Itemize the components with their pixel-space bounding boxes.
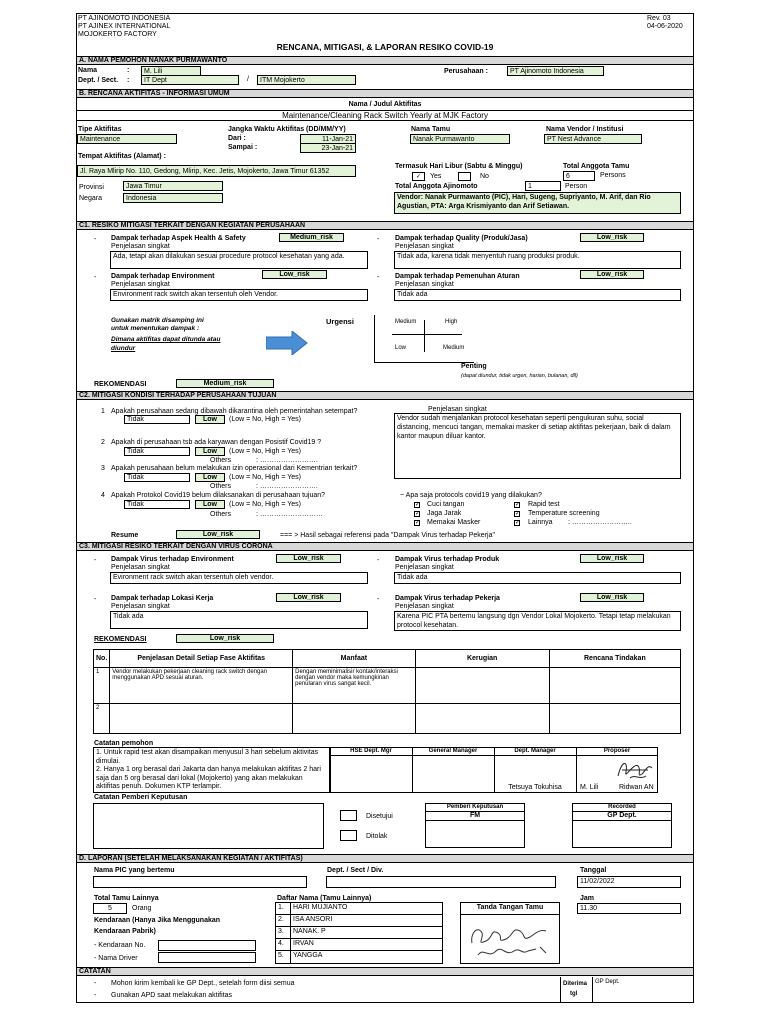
- disetujui-label: Disetujui: [366, 813, 393, 820]
- matrix-note: untuk menentukan dampak :: [111, 325, 200, 332]
- q-level-badge: Low: [195, 447, 225, 456]
- jam-field[interactable]: 11.30: [577, 903, 681, 914]
- hse-label: HSE Dept. Mgr: [350, 748, 392, 754]
- section-c3-heading: C3. MITIGASI RESIKO TERKAIT DENGAN VIRUS CORONA: [77, 542, 693, 551]
- urgensi-label: Urgensi: [326, 317, 354, 326]
- total-tamu-lainnya-label: Total Tamu Lainnya: [94, 895, 159, 902]
- q-level-badge: Low: [195, 500, 225, 509]
- factory-name: MOJOKERTO FACTORY: [78, 31, 157, 38]
- c3-rekomendasi-label: REKOMENDASI: [94, 636, 147, 643]
- total-ajinomoto-label: Total Anggota Ajinomoto: [395, 183, 478, 190]
- c3-bullet-1: -: [94, 557, 97, 564]
- c1-rekomendasi-badge: Medium_risk: [176, 379, 274, 388]
- dari-field[interactable]: 11-Jan-21: [300, 134, 356, 144]
- penjelasan-label: Penjelasan singkat: [111, 281, 170, 288]
- q-level-badge: Low: [195, 415, 225, 424]
- q-others-dots: : ………………………: [256, 511, 323, 518]
- protocol-checkbox-rapid[interactable]: ✓: [515, 502, 521, 508]
- protocol-label: Rapid test: [528, 501, 560, 508]
- q-legend: (Low = No, High = Yes): [229, 448, 301, 455]
- name-no: 1.: [278, 904, 284, 911]
- matrix-divider-horizontal: [392, 334, 462, 335]
- kendaraan-label: Kendaraan Pabrik): [94, 928, 156, 935]
- penjelasan-label: Penjelasan singkat: [395, 243, 454, 250]
- sampai-field[interactable]: 23-Jan-21: [300, 143, 356, 153]
- c3-bullet-3: -: [94, 596, 97, 603]
- nama-driver-field[interactable]: [158, 952, 256, 963]
- c3-item-title: Dampak Virus terhadap Produk: [395, 556, 500, 563]
- provinsi-field[interactable]: Jawa Timur: [123, 181, 223, 191]
- penting-label: Penting: [461, 363, 487, 370]
- pemberi-value: FM: [469, 812, 481, 819]
- dept-mgr-name: Tetsuya Tokuhisa: [508, 784, 562, 791]
- no-checkbox[interactable]: [458, 172, 471, 181]
- q-level-badge: Low: [195, 473, 225, 482]
- q-text: Apakah perusahaan sedang dibawah dikarantina oleh pemerintahan setempat?: [111, 408, 358, 415]
- matrix-medium-bottom: Medium: [443, 345, 465, 351]
- proposer-name-1: M. Lili: [580, 784, 599, 791]
- sig-divider: [330, 755, 658, 756]
- sect-field[interactable]: ITM Mojokerto: [257, 75, 356, 85]
- name-entry[interactable]: IRVAN: [293, 940, 314, 947]
- names-divider: [275, 950, 443, 951]
- c1-item-risk-badge: Medium_risk: [279, 233, 344, 242]
- c3-bullet-2: -: [377, 557, 380, 564]
- section-c1-heading: C1. RESIKO MITIGASI TERKAIT DENGAN KEGIATAN PERUSAHAAN: [77, 221, 693, 230]
- c3-item-text[interactable]: Evironment rack switch akan tersentuh oleh vendor.: [110, 572, 368, 584]
- q-text: Apakah di perusahaan tsb ada karyawan dengan Posistif Covid19 ?: [111, 439, 322, 446]
- c3-item-text[interactable]: Karena PIC PTA bertemu langsung dgn Vendor Lokal Mojokerto. Tetapi tetap melakukan protocol kesehatan.: [394, 611, 681, 631]
- q-others-dots: : …………………….: [256, 483, 318, 490]
- vendor-note-field[interactable]: Vendor: Nanak Purmawanto (PIC), Hari, Sugeng, Supriyanto, M. Arif, dan Rio Agustian, PTA: Arga Krismiyanto dan Arif Setiawan.: [394, 192, 681, 214]
- q-number: 1: [101, 408, 105, 415]
- protocol-checkbox-jarak[interactable]: ✓: [415, 511, 421, 517]
- company-name-2: PT AJINEX INTERNATIONAL: [78, 23, 171, 30]
- c3-item-title: Dampak Virus terhadap Environment: [111, 556, 234, 563]
- table-header: Rencana Tindakan: [549, 650, 680, 668]
- table-row: [94, 668, 681, 704]
- nama-judul-field[interactable]: Maintenance/Cleaning Rack Switch Yearly at MJK Factory: [77, 110, 693, 121]
- resume-note: === > Hasil sebagai referensi pada "Dampak Virus terhadap Pekerja": [280, 532, 495, 539]
- table-header: No.: [94, 650, 110, 668]
- tanggal-label: Tanggal: [580, 867, 607, 874]
- row-kerugian[interactable]: [415, 704, 549, 734]
- protocol-checkbox-masker[interactable]: ✓: [415, 520, 421, 526]
- kendaraan-label: Kendaraan (Hanya Jika Menggunakan: [94, 917, 221, 924]
- nama-field[interactable]: M. Lili: [141, 66, 201, 76]
- name-entry[interactable]: YANGGA: [293, 952, 323, 959]
- section-b-heading: B. RENCANA AKTIFITAS - INFORMASI UMUM: [77, 89, 693, 98]
- proposer-name-2: Ridwan AN: [619, 784, 654, 791]
- q-answer-field[interactable]: Tidak: [124, 473, 190, 482]
- c3-item-risk-badge: Low_risk: [580, 593, 644, 602]
- row-rencana[interactable]: [549, 704, 680, 734]
- daftar-nama-label: Daftar Nama (Tamu Lainnya): [277, 895, 372, 902]
- c3-item-text[interactable]: Tidak ada: [394, 572, 681, 584]
- dept-slash: /: [247, 76, 249, 83]
- penjelasan-label: Penjelasan singkat: [395, 281, 454, 288]
- company-name-1: PT AJINOMOTO INDONESIA: [78, 15, 171, 22]
- row-rencana[interactable]: [549, 668, 680, 704]
- gp-dept-label: GP Dept.: [595, 979, 620, 985]
- c1-item-text[interactable]: Tidak ada: [394, 289, 681, 301]
- protocols-label: ~ Apa saja protocols covid19 yang dilakukan?: [400, 492, 542, 499]
- tipe-field[interactable]: Maintenance: [77, 134, 177, 144]
- total-tamu-label: Total Anggota Tamu: [563, 163, 630, 170]
- vendor-field[interactable]: PT Nest Advance: [544, 134, 642, 144]
- pic-label: Nama PIC yang bertemu: [94, 867, 175, 874]
- c1-item-title: Dampak terhadap Quality (Produk/Jasa): [395, 235, 528, 242]
- resume-label: Resume: [111, 532, 139, 539]
- q-others-label: Others: [210, 483, 232, 490]
- name-no: 5.: [278, 952, 284, 959]
- no-label: No: [480, 173, 489, 180]
- diterima-label: Diterima: [563, 981, 588, 987]
- yes-label: Yes: [430, 173, 442, 180]
- c1-item-risk-badge: Low_risk: [580, 233, 644, 242]
- section-d-heading: D. LAPORAN (SETELAH MELAKSANAKAN KEGIATAN / AKTIFITAS): [77, 854, 693, 863]
- recorded-label: Recorded: [608, 804, 636, 810]
- penjelasan-label: Penjelasan singkat: [111, 603, 170, 610]
- c1-item-title: Dampak terhadap Aspek Health & Safety: [111, 235, 246, 242]
- protocol-checkbox-cuci[interactable]: ✓: [415, 502, 421, 508]
- form-title: RENCANA, MITIGASI, & LAPORAN RESIKO COVID-19: [276, 42, 494, 52]
- diterima-divider: [592, 977, 593, 1003]
- q-answer-field[interactable]: Tidak: [124, 415, 190, 424]
- section-c2-heading: C2. MITIGASI KONDISI TERHADAP PERUSAHAAN TUJUAN: [77, 391, 693, 400]
- name-entry[interactable]: HARI MUJIANTO: [293, 904, 348, 911]
- phase-table: [93, 649, 681, 734]
- table-header: Kerugian: [415, 650, 549, 668]
- q-others-label: Others: [210, 511, 232, 518]
- c1-item-text[interactable]: Tidak ada, karena tidak menyentuh ruang produksi produk.: [394, 251, 681, 269]
- c1-bullet-1: -: [94, 236, 97, 243]
- table-row: [94, 704, 681, 734]
- c3-rekomendasi-badge: Low_risk: [176, 634, 274, 643]
- negara-label: Negara: [79, 195, 102, 202]
- dept-div-label: Dept. / Sect / Div.: [327, 867, 384, 874]
- c2-penjelasan-label: Penjelasan singkat: [428, 406, 487, 413]
- pemberi-label: Pemberi Keputusan: [446, 804, 504, 810]
- matrix-note: Gunakan matrik disamping ini: [111, 317, 204, 324]
- yes-checkbox[interactable]: ✓: [412, 172, 425, 181]
- name-no: 4.: [278, 940, 284, 947]
- proposer-label: Proposer: [603, 748, 631, 754]
- disetujui-checkbox[interactable]: [340, 810, 357, 821]
- name-entry[interactable]: ISA ANSORI: [293, 916, 333, 923]
- c3-item-text[interactable]: Tidak ada: [110, 611, 368, 629]
- section-a-heading: A. NAMA PEMOHON NANAK PURMAWANTO: [77, 56, 693, 65]
- catatan-pemohon-text[interactable]: 1. Untuk rapid test akan disampaikan menyusul 3 hari sebelum aktivitas dimulai. 2. Hanya 1 org berasal dari Jakarta dan hanya melakukan aktifitas 2 hari saja dan 5 org berasal dari lokal (Mojokerto) yang akan melakukan aktifitas penuh. Dokumen KTP terlampir.: [93, 747, 330, 793]
- dept-label: Dept. / Sect.: [78, 77, 119, 84]
- row-no: 2: [94, 704, 110, 734]
- q-others-label: Others: [210, 457, 232, 464]
- c3-item-title: Dampak terhadap Lokasi Kerja: [111, 595, 214, 602]
- names-divider: [275, 938, 443, 939]
- tempat-label: Tempat Aktifitas (Alamat) :: [78, 153, 166, 160]
- orang-label: Orang: [132, 905, 152, 912]
- c1-rekomendasi-label: REKOMENDASI: [94, 381, 147, 388]
- recorded-divider: [572, 820, 672, 821]
- pemberi-divider: [425, 820, 525, 821]
- tgl-label: tgl: [570, 991, 578, 997]
- table-header: Penjelasan Detail Setiap Fase Aktifitas: [110, 650, 293, 668]
- ditolak-checkbox[interactable]: [340, 830, 357, 841]
- c3-item-risk-badge: Low_risk: [580, 554, 644, 563]
- dept-colon: :: [127, 77, 130, 84]
- protocol-label: Cuci tangan: [427, 501, 465, 508]
- vendor-label: Nama Vendor / Institusi: [546, 126, 624, 133]
- names-divider: [275, 926, 443, 927]
- row-manfaat[interactable]: Dengan meminimalisir kontak/interaksi dengan vendor maka kemungkinan penularan virus sangat kecil.: [293, 668, 415, 704]
- perusahaan-field[interactable]: PT Ajinomoto Indonesia: [507, 66, 604, 76]
- nama-tamu-field[interactable]: Nanak Purmawanto: [410, 134, 510, 144]
- penjelasan-label: Penjelasan singkat: [395, 603, 454, 610]
- dari-label: Dari :: [228, 135, 246, 142]
- protocol-checkbox-temperature[interactable]: ✓: [515, 511, 521, 517]
- guest-signature-icon: [466, 915, 554, 963]
- matrix-note: diundur: [111, 345, 136, 352]
- protocol-label: Memakai Masker: [427, 519, 481, 526]
- total-tamu-field[interactable]: 6: [563, 171, 595, 181]
- c3-item-risk-badge: Low_risk: [276, 554, 341, 563]
- c1-item-text[interactable]: Environment rack switch akan tersentuh oleh Vendor.: [110, 289, 368, 301]
- names-divider: [290, 902, 291, 964]
- protocol-checkbox-lainnya[interactable]: ✓: [515, 520, 521, 526]
- tanggal-field[interactable]: 11/02/2022: [577, 876, 681, 888]
- matrix-note: Dimana aktifitas dapat ditunda atau: [111, 336, 221, 343]
- c1-bullet-3: -: [94, 274, 97, 281]
- dept-div-field[interactable]: [326, 876, 556, 888]
- penjelasan-label: Penjelasan singkat: [395, 564, 454, 571]
- signature-icon: [612, 756, 658, 784]
- alamat-field[interactable]: Jl. Raya Mlirip No. 110, Gedong, Mlirip, Kec. Jetis, Mojokerto, Jawa Timur 61352: [77, 165, 356, 177]
- provinsi-label: Provinsi: [79, 184, 104, 191]
- nama-colon: :: [127, 67, 130, 74]
- c2-penjelasan-field[interactable]: Vendor sudah menjalankan protocol kesehatan seperti pengukuran suhu, social distancing, mencuci tangan, memakai masker di setiap aktifitas pekerjaan, baik di dalam kantor maupun diluar kantor.: [394, 413, 681, 479]
- name-no: 3.: [278, 928, 284, 935]
- c3-item-risk-badge: Low_risk: [276, 593, 341, 602]
- arrow-right-icon: [266, 331, 308, 355]
- catatan-pemohon-label: Catatan pemohon: [94, 740, 154, 747]
- nama-judul-label: Nama / Judul Aktifitas: [348, 101, 422, 108]
- c1-item-text[interactable]: Ada, tetapi akan dilakukan sesuai procedure protocol kesehatan yang ada.: [110, 251, 368, 269]
- matrix-high: High: [445, 319, 458, 325]
- q-legend: (Low = No, High = Yes): [229, 416, 301, 423]
- penjelasan-label: Penjelasan singkat: [111, 564, 170, 571]
- q-text: Apakah Protokol Covid19 belum dilaksanakan di perusahaan tujuan?: [111, 492, 326, 499]
- protocol-label: Lainnya: [528, 519, 553, 526]
- c1-item-title: Dampak terhadap Pemenuhan Aturan: [395, 273, 520, 280]
- names-divider: [275, 914, 443, 915]
- c1-bullet-2: -: [377, 236, 380, 243]
- row-manfaat[interactable]: [293, 704, 415, 734]
- jam-label: Jam: [580, 895, 595, 902]
- revision: Rev. 03: [647, 15, 671, 22]
- q-number: 4: [101, 492, 105, 499]
- q-number: 3: [101, 465, 105, 472]
- jangka-label: Jangka Waktu Aktifitas (DD/MM/YY): [228, 126, 346, 133]
- negara-field[interactable]: Indonesia: [123, 193, 223, 203]
- c3-bullet-4: -: [377, 596, 380, 603]
- q-answer-field[interactable]: Tidak: [124, 500, 190, 509]
- matrix-medium-top: Medium: [395, 319, 417, 325]
- resume-badge: Low_risk: [176, 530, 260, 539]
- protocol-label: Temperature screening: [528, 510, 600, 517]
- matrix-axis-horizontal: [374, 362, 474, 363]
- note-text: Gunakan APD saat melakukan aktifitas: [111, 992, 233, 999]
- lainnya-dots: : ……………………..: [568, 519, 632, 526]
- row-no: 1: [94, 668, 110, 704]
- ditolak-label: Ditolak: [366, 833, 388, 840]
- kendaraan-no-label: - Kendaraan No.: [94, 942, 146, 949]
- matrix-low: Low: [395, 345, 407, 351]
- pic-field[interactable]: [93, 876, 307, 888]
- ttd-label: Tanda Tangan Tamu: [476, 904, 544, 911]
- dept-field[interactable]: IT Dept: [141, 75, 239, 85]
- sampai-label: Sampai :: [228, 144, 258, 151]
- note-bullet: -: [94, 992, 97, 999]
- c1-item-title: Dampak terhadap Environment: [111, 273, 215, 280]
- row-detail[interactable]: Vendor melakukan pekerjaan cleaning rack switch dengan menggunakan APD sesuai aturan.: [110, 668, 293, 704]
- nama-label: Nama: [78, 67, 98, 74]
- protocol-label: Jaga Jarak: [427, 510, 462, 517]
- matrix-axis-vertical: [374, 315, 375, 363]
- penjelasan-label: Penjelasan singkat: [111, 243, 170, 250]
- gm-label: General Manager: [428, 748, 478, 754]
- q-text: Apakah perusahaan belum melakukan izin operasional dari Kementrian terkait?: [111, 465, 358, 472]
- penting-note: (dapat diundur, tidak urgen, harian, bulanan, dll): [461, 373, 578, 379]
- table-header: Manfaat: [293, 650, 415, 668]
- q-answer-field[interactable]: Tidak: [124, 447, 190, 456]
- name-entry[interactable]: NANAK. P: [293, 928, 326, 935]
- persons-label: Persons: [600, 172, 626, 179]
- perusahaan-label: Perusahaan :: [444, 68, 488, 75]
- q-number: 2: [101, 439, 105, 446]
- nama-tamu-label: Nama Tamu: [411, 126, 451, 133]
- catatan-pemberi-field[interactable]: [93, 803, 324, 849]
- row-kerugian[interactable]: [415, 668, 549, 704]
- q-others-dots: : …………………….: [256, 457, 318, 464]
- total-ajinomoto-field[interactable]: 1: [525, 181, 561, 191]
- row-detail[interactable]: [110, 704, 293, 734]
- c3-item-title: Dampak Virus terhadap Pekerja: [395, 595, 500, 602]
- kendaraan-no-field[interactable]: [158, 940, 256, 951]
- note-text: Mohon kirim kembali ke GP Dept., setelah form diisi semua: [111, 980, 295, 987]
- revision-date: 04-06-2020: [647, 23, 683, 30]
- c1-bullet-4: -: [377, 274, 380, 281]
- dept-mgr-label: Dept. Manager: [514, 748, 556, 754]
- c1-item-risk-badge: Low_risk: [262, 270, 327, 279]
- matrix-divider-vertical: [424, 320, 425, 352]
- q-legend: (Low = No, High = Yes): [229, 474, 301, 481]
- q-legend: (Low = No, High = Yes): [229, 501, 301, 508]
- name-no: 2.: [278, 916, 284, 923]
- c1-item-risk-badge: Low_risk: [580, 270, 644, 279]
- catatan-pemberi-label: Catatan Pemberi Keputusan: [94, 794, 188, 801]
- recorded-value: GP Dept.: [607, 812, 637, 819]
- libur-label: Termasuk Hari Libur (Sabtu & Minggu): [395, 163, 523, 170]
- nama-driver-label: - Nama Driver: [94, 955, 138, 962]
- note-bullet: -: [94, 980, 97, 987]
- total-tamu-lainnya-field[interactable]: 5: [93, 903, 127, 914]
- tipe-label: Tipe Aktifitas: [78, 126, 122, 133]
- catatan-heading: CATATAN: [77, 967, 693, 976]
- person-label: Person: [565, 183, 588, 190]
